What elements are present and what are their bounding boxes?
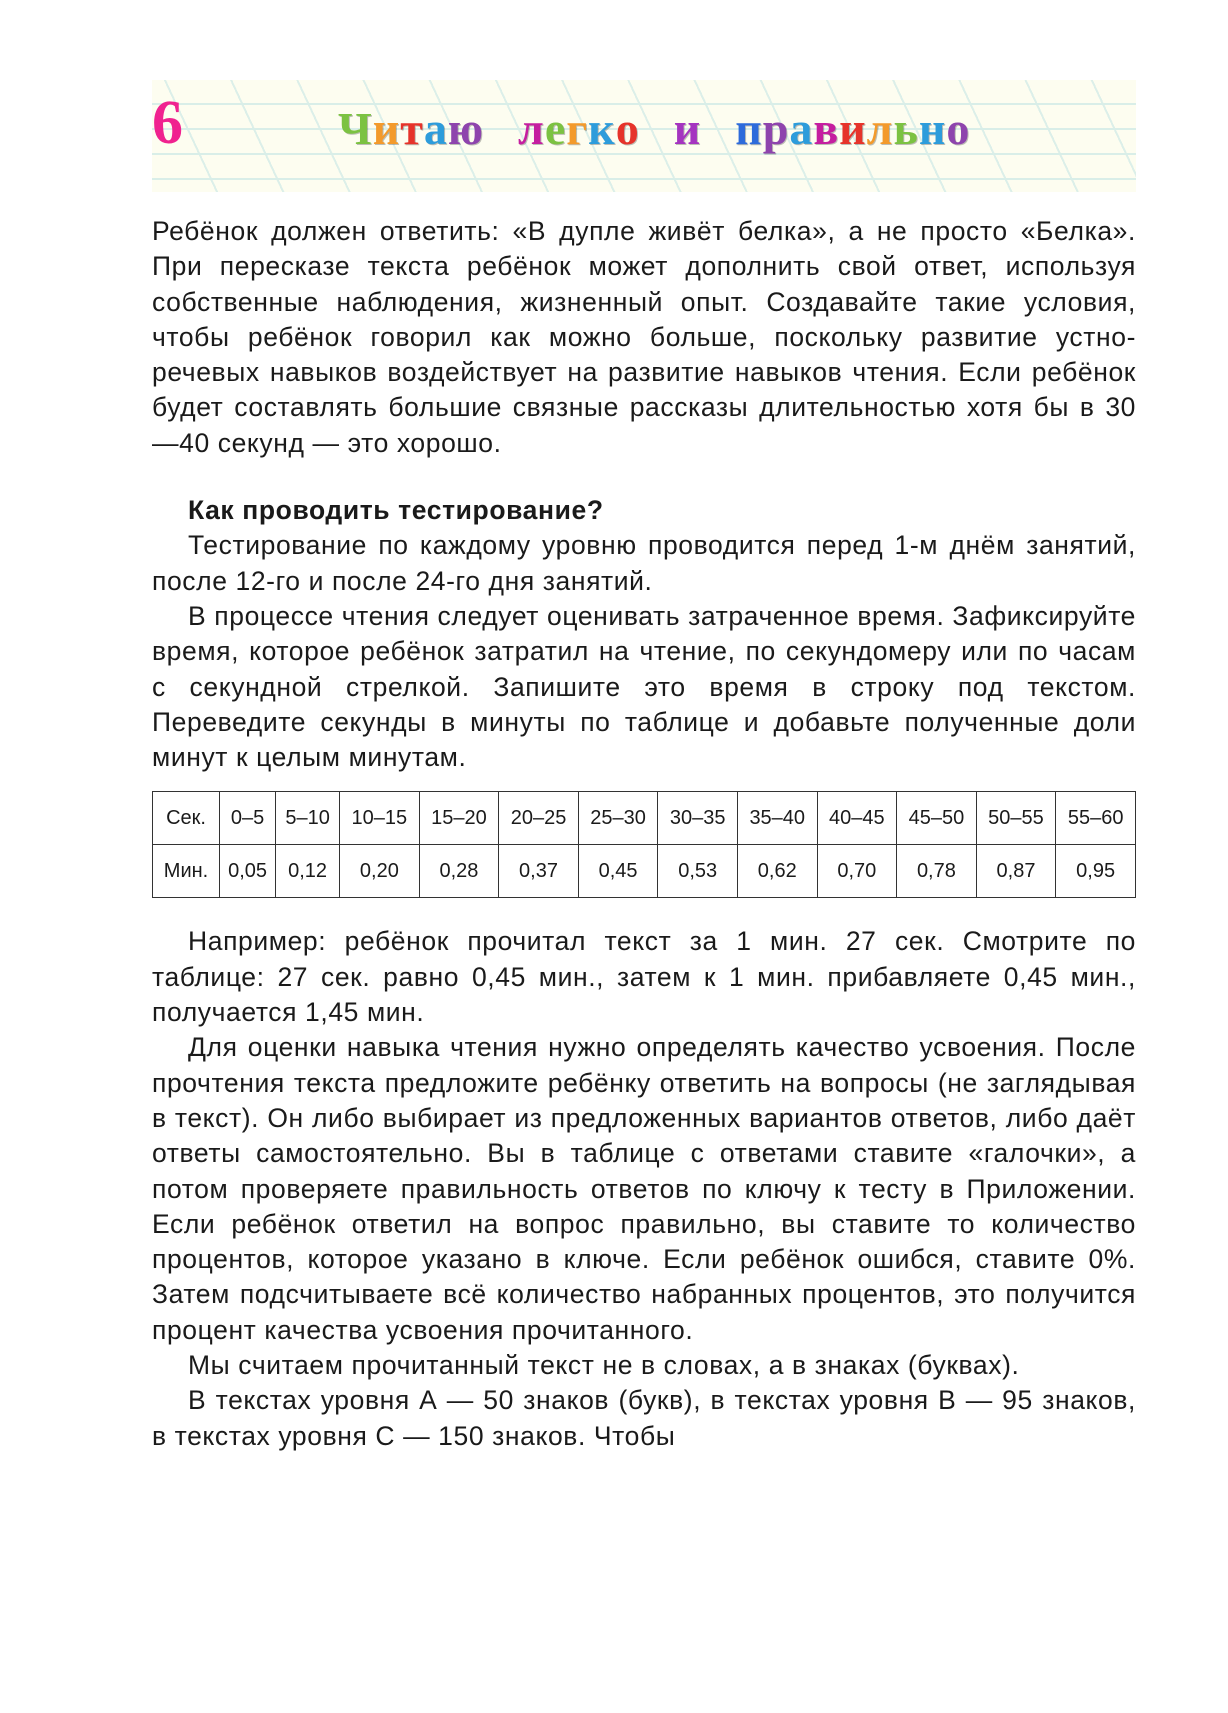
seconds-cell: 55–60 — [1056, 792, 1136, 845]
title-word — [673, 103, 702, 154]
title-letter: г — [566, 103, 589, 154]
seconds-cell: 20–25 — [499, 792, 579, 845]
title-letter: р — [762, 103, 790, 154]
levels-paragraph: В текстах уровня А — 50 знаков (букв), в текстах уровня В — 95 знаков, в текстах уровня С — 150 знаков. Чтобы — [152, 1385, 1136, 1451]
seconds-cell: 15–20 — [419, 792, 499, 845]
count-paragraph: Мы считаем прочитанный текст не в словах, а в знаках (буквах). — [188, 1350, 1020, 1381]
intro-paragraph: Ребёнок должен ответить: «В дупле живёт белка», а не просто «Белка». При пересказе текста ребёнок может дополнить свой ответ, используя собственные наблюдения, жизненный опыт. Создавайте такие условия, чтобы ребёнок говорил как можно больше, поскольку развитие устно-речевых навыков воздействует на развитие навыков чтения. Если ребёнок будет составлять большие связные рассказы длительностью хотя бы в 30—40 секунд — это хорошо. — [152, 216, 1136, 458]
testing-heading: Как проводить тестирование? — [188, 495, 604, 526]
title-word — [735, 103, 971, 154]
seconds-cell: 25–30 — [578, 792, 658, 845]
minutes-cell: 0,95 — [1056, 845, 1136, 898]
table-row-minutes — [153, 845, 1136, 898]
minutes-cell: 0,45 — [578, 845, 658, 898]
minutes-cell: 0,05 — [220, 845, 276, 898]
seconds-cell: 10–15 — [340, 792, 420, 845]
title-letter: и — [839, 103, 867, 154]
minutes-cell: 0,37 — [499, 845, 579, 898]
minutes-cell: 0,53 — [658, 845, 738, 898]
seconds-cell: 40–45 — [817, 792, 897, 845]
title-letter: а — [423, 103, 448, 154]
title-letter: Ч — [338, 103, 373, 154]
title-letter: и — [372, 103, 401, 154]
minutes-cell: 0,62 — [737, 845, 817, 898]
title-letter: о — [615, 103, 640, 154]
title-letter: л — [518, 103, 545, 154]
minutes-cell: 0,70 — [817, 845, 897, 898]
seconds-cell: 45–50 — [897, 792, 977, 845]
seconds-cell: 50–55 — [976, 792, 1056, 845]
minutes-cell: 0,28 — [419, 845, 499, 898]
minutes-cell: 0,12 — [276, 845, 340, 898]
title-letter: е — [544, 103, 567, 154]
seconds-cell: 5–10 — [276, 792, 340, 845]
title-letter: и — [673, 103, 702, 154]
minutes-cell: 0,87 — [976, 845, 1056, 898]
minutes-cell: 0,20 — [340, 845, 420, 898]
seconds-cell: 35–40 — [737, 792, 817, 845]
title-word — [338, 103, 485, 154]
page-title — [338, 103, 1004, 154]
page-body — [152, 214, 1136, 1454]
title-letter: о — [946, 103, 971, 154]
example-paragraph: Например: ребёнок прочитал текст за 1 мин. 27 сек. Смотрите по таблице: 27 сек. равно 0,45 мин., затем к 1 мин. прибавляете 0,45 мин., получается 1,45 мин. — [152, 926, 1136, 1028]
title-letter: к — [588, 103, 616, 154]
page-number: 6 — [152, 89, 183, 157]
row-label-seconds: Сек. — [153, 792, 220, 845]
title-letter: в — [813, 103, 840, 154]
table-row-seconds — [153, 792, 1136, 845]
seconds-cell: 30–35 — [658, 792, 738, 845]
seconds-cell: 0–5 — [220, 792, 276, 845]
title-letter: т — [400, 103, 424, 154]
title-letter: ю — [447, 103, 485, 154]
title-word — [518, 103, 640, 154]
title-letter: п — [735, 103, 763, 154]
row-label-minutes: Мин. — [153, 845, 220, 898]
testing-paragraph-2: В процессе чтения следует оценивать затраченное время. Зафиксируйте время, которое ребёнок затратил на чтение, по секундомеру или по часам с секундной стрелкой. Запишите это время в строку под текстом. Переведите секунды в минуты по таблице и добавьте полученные доли минут к целым минутам. — [152, 600, 1136, 773]
quality-paragraph: Для оценки навыка чтения нужно определять качество усвоения. После прочтения текста предложите ребёнку ответить на вопросы (не заглядывая в текст). Он либо выбирает из предложенных вариантов ответов, либо даёт ответы самостоятельно. Вы в таблице с ответами ставите «галочки», а потом проверяете правильность ответов по ключу к тесту в Приложении. Если ребёнок ответил на вопрос правильно, вы ставите то количество процентов, которое указано в ключе. Если ребёнок ошибся, ставите 0%. Затем подсчитываете всё количество набранных процентов, это получится процент качества усвоения прочитанного. — [152, 1032, 1136, 1345]
title-letter: а — [789, 103, 814, 154]
seconds-to-minutes-table — [152, 791, 1136, 898]
minutes-cell: 0,78 — [897, 845, 977, 898]
testing-paragraph-1: Тестирование по каждому уровню проводится перед 1-м днём занятий, после 12-го и после 24-го дня занятий. — [152, 530, 1136, 596]
title-letter: н — [918, 103, 947, 154]
title-letter: л — [866, 103, 894, 154]
title-letter: ь — [893, 103, 919, 154]
